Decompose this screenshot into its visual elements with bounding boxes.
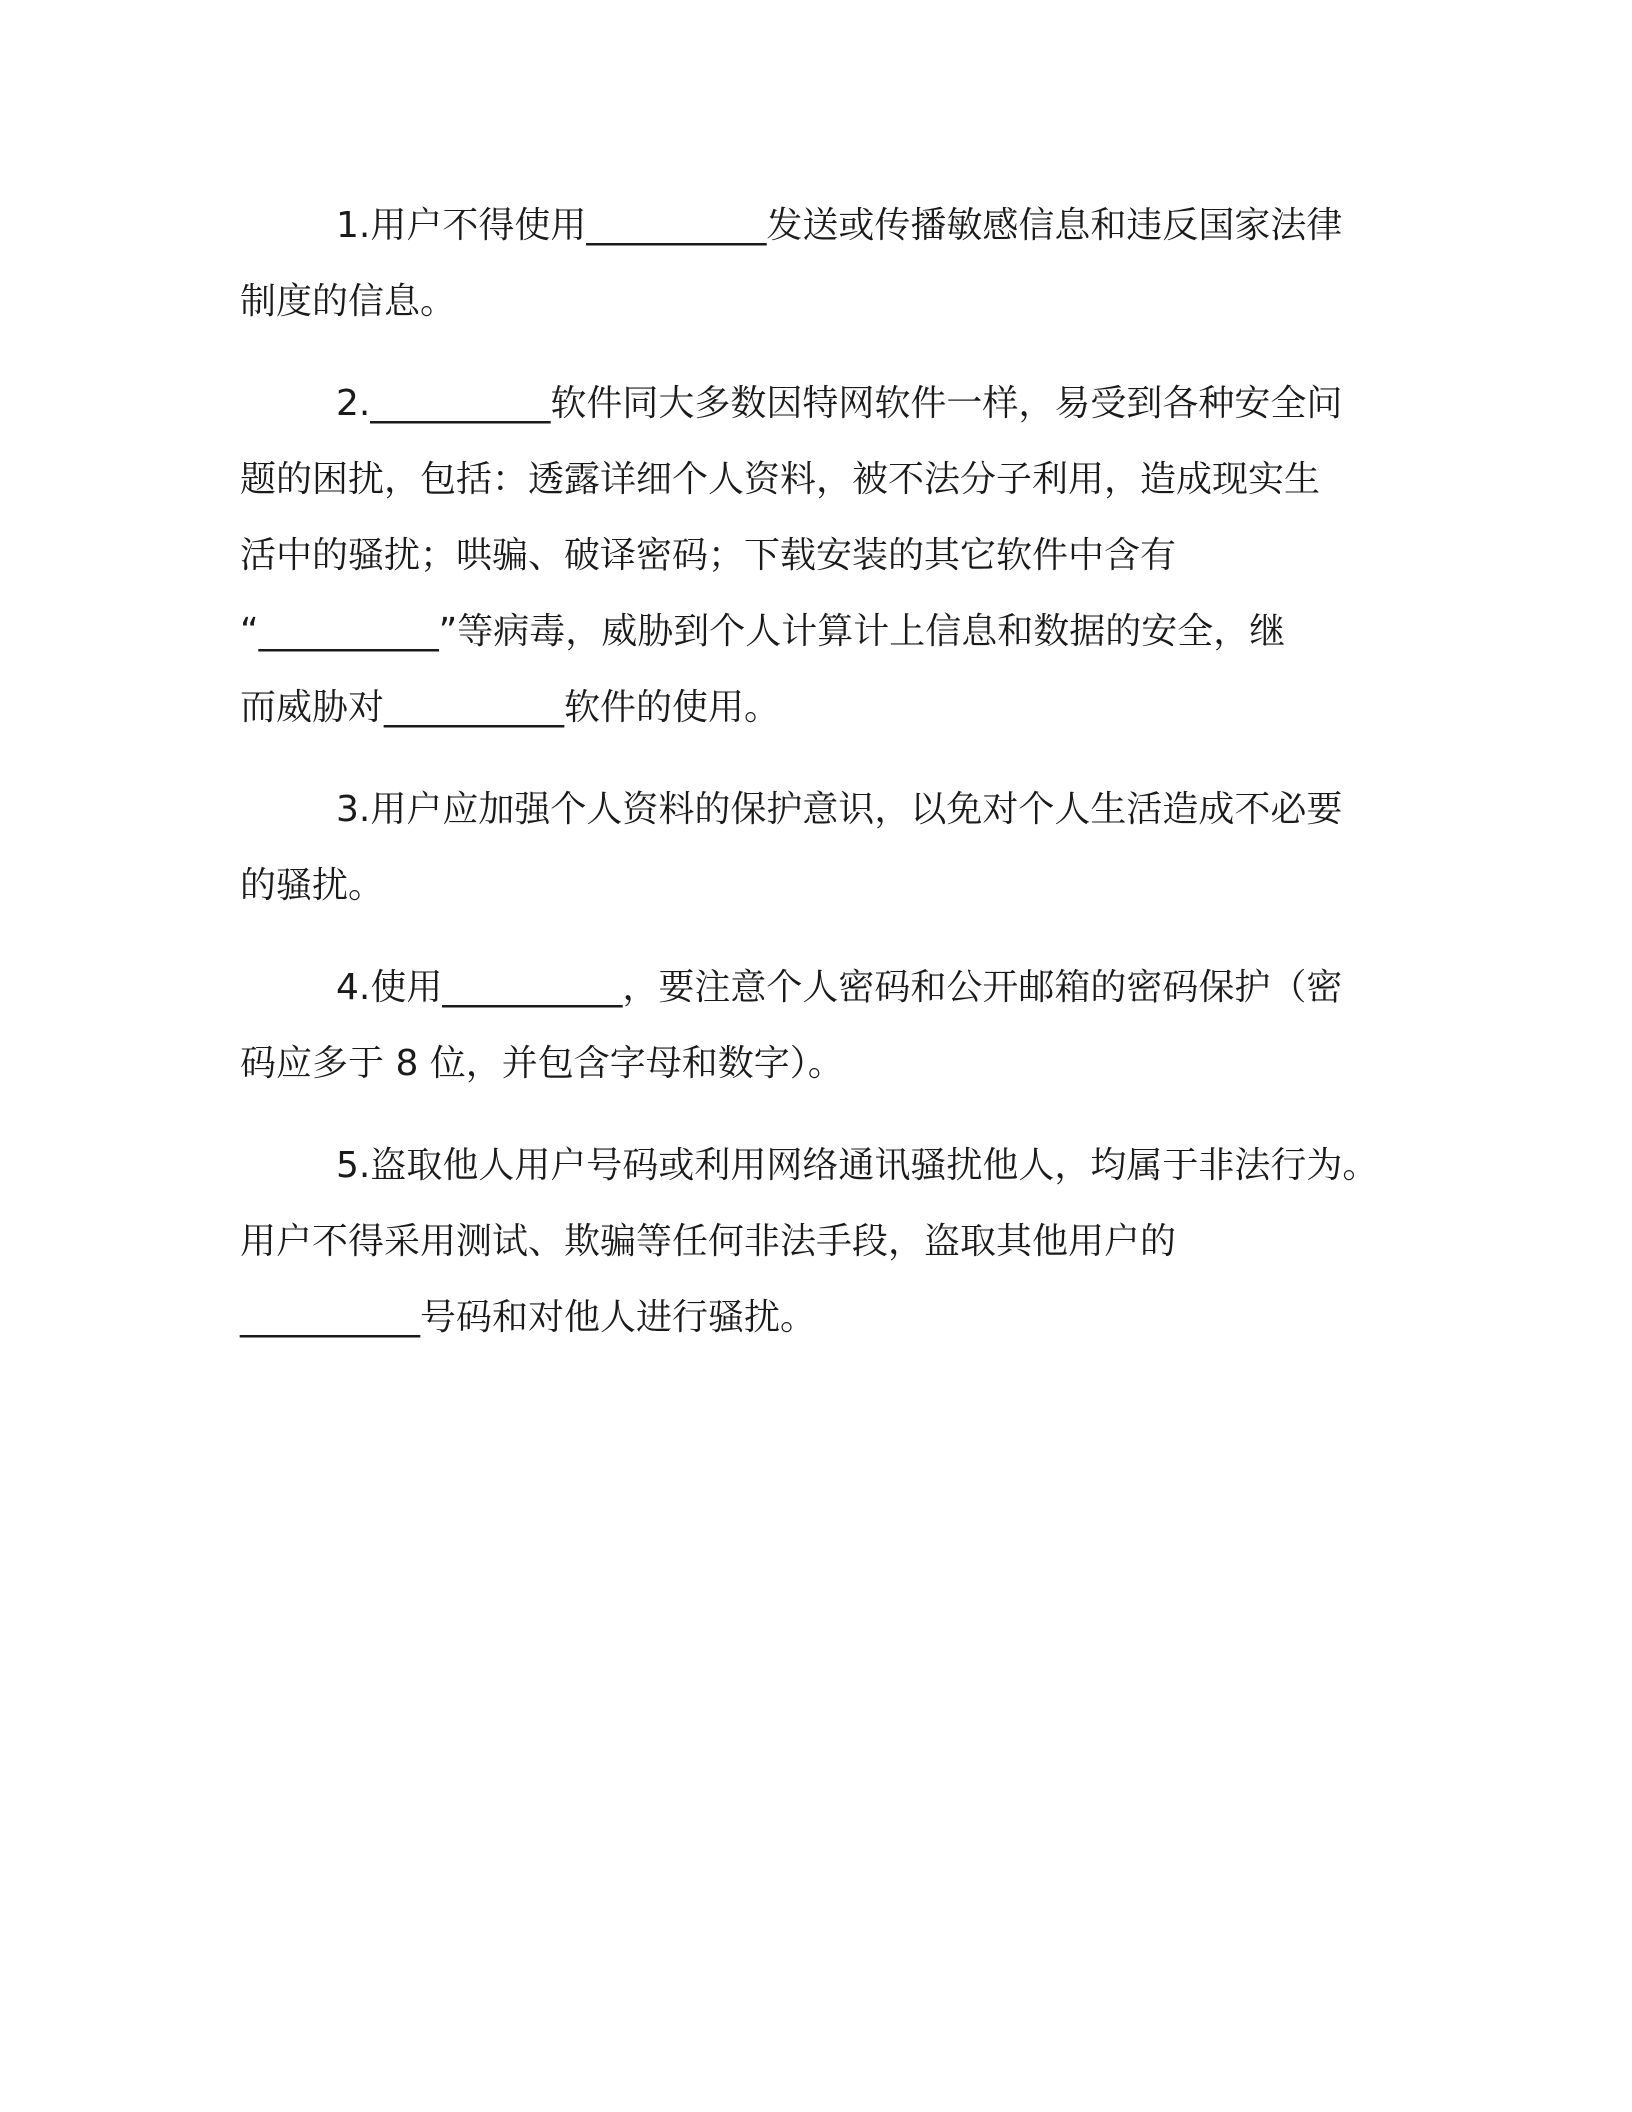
paragraph-line <box>240 670 1390 746</box>
paragraph-line <box>240 1026 1390 1102</box>
line-text: 5.盗取他人用户号码或利用网络通讯骚扰他人，均属于非法行为。 <box>336 1145 1379 1186</box>
paragraph-line <box>240 518 1390 594</box>
line-text: 1.用户不得使用__________发送或传播敏感信息和违反国家法律 <box>336 205 1343 246</box>
paragraph-2 <box>240 366 1390 746</box>
line-text: 2.__________软件同大多数因特网软件一样，易受到各种安全问 <box>336 383 1343 424</box>
paragraph-line <box>240 1204 1390 1280</box>
paragraph-line <box>240 442 1390 518</box>
line-text: 3.用户应加强个人资料的保护意识，以免对个人生活造成不必要 <box>336 789 1343 830</box>
line-text: 用户不得采用测试、欺骗等任何非法手段，盗取其他用户的 <box>240 1221 1177 1262</box>
line-text: 活中的骚扰；哄骗、破译密码；下载安装的其它软件中含有 <box>240 535 1177 576</box>
document-body <box>240 188 1390 1356</box>
paragraph-3 <box>240 772 1390 924</box>
paragraph-5 <box>240 1128 1390 1356</box>
line-text: 的骚扰。 <box>240 865 385 906</box>
paragraph-line <box>240 1128 1390 1204</box>
line-text: 4.使用__________，要注意个人密码和公开邮箱的密码保护（密 <box>336 967 1343 1008</box>
paragraph-line <box>240 188 1390 264</box>
paragraph-line <box>240 772 1390 848</box>
paragraph-line <box>240 264 1390 340</box>
paragraph-4 <box>240 950 1390 1102</box>
line-text: 制度的信息。 <box>240 281 457 322</box>
paragraph-line <box>240 848 1390 924</box>
paragraph-line <box>240 1280 1390 1356</box>
line-text: 而威胁对__________软件的使用。 <box>240 687 781 728</box>
line-text: __________号码和对他人进行骚扰。 <box>240 1297 817 1338</box>
line-text: “__________”等病毒，威胁到个人计算计上信息和数据的安全，继 <box>240 611 1286 652</box>
line-text: 题的困扰，包括：透露详细个人资料，被不法分子利用，造成现实生 <box>240 459 1321 500</box>
line-text: 码应多于 8 位，并包含字母和数字）。 <box>240 1043 844 1084</box>
paragraph-1 <box>240 188 1390 340</box>
paragraph-line <box>240 366 1390 442</box>
paragraph-line <box>240 594 1390 670</box>
paragraph-line <box>240 950 1390 1026</box>
